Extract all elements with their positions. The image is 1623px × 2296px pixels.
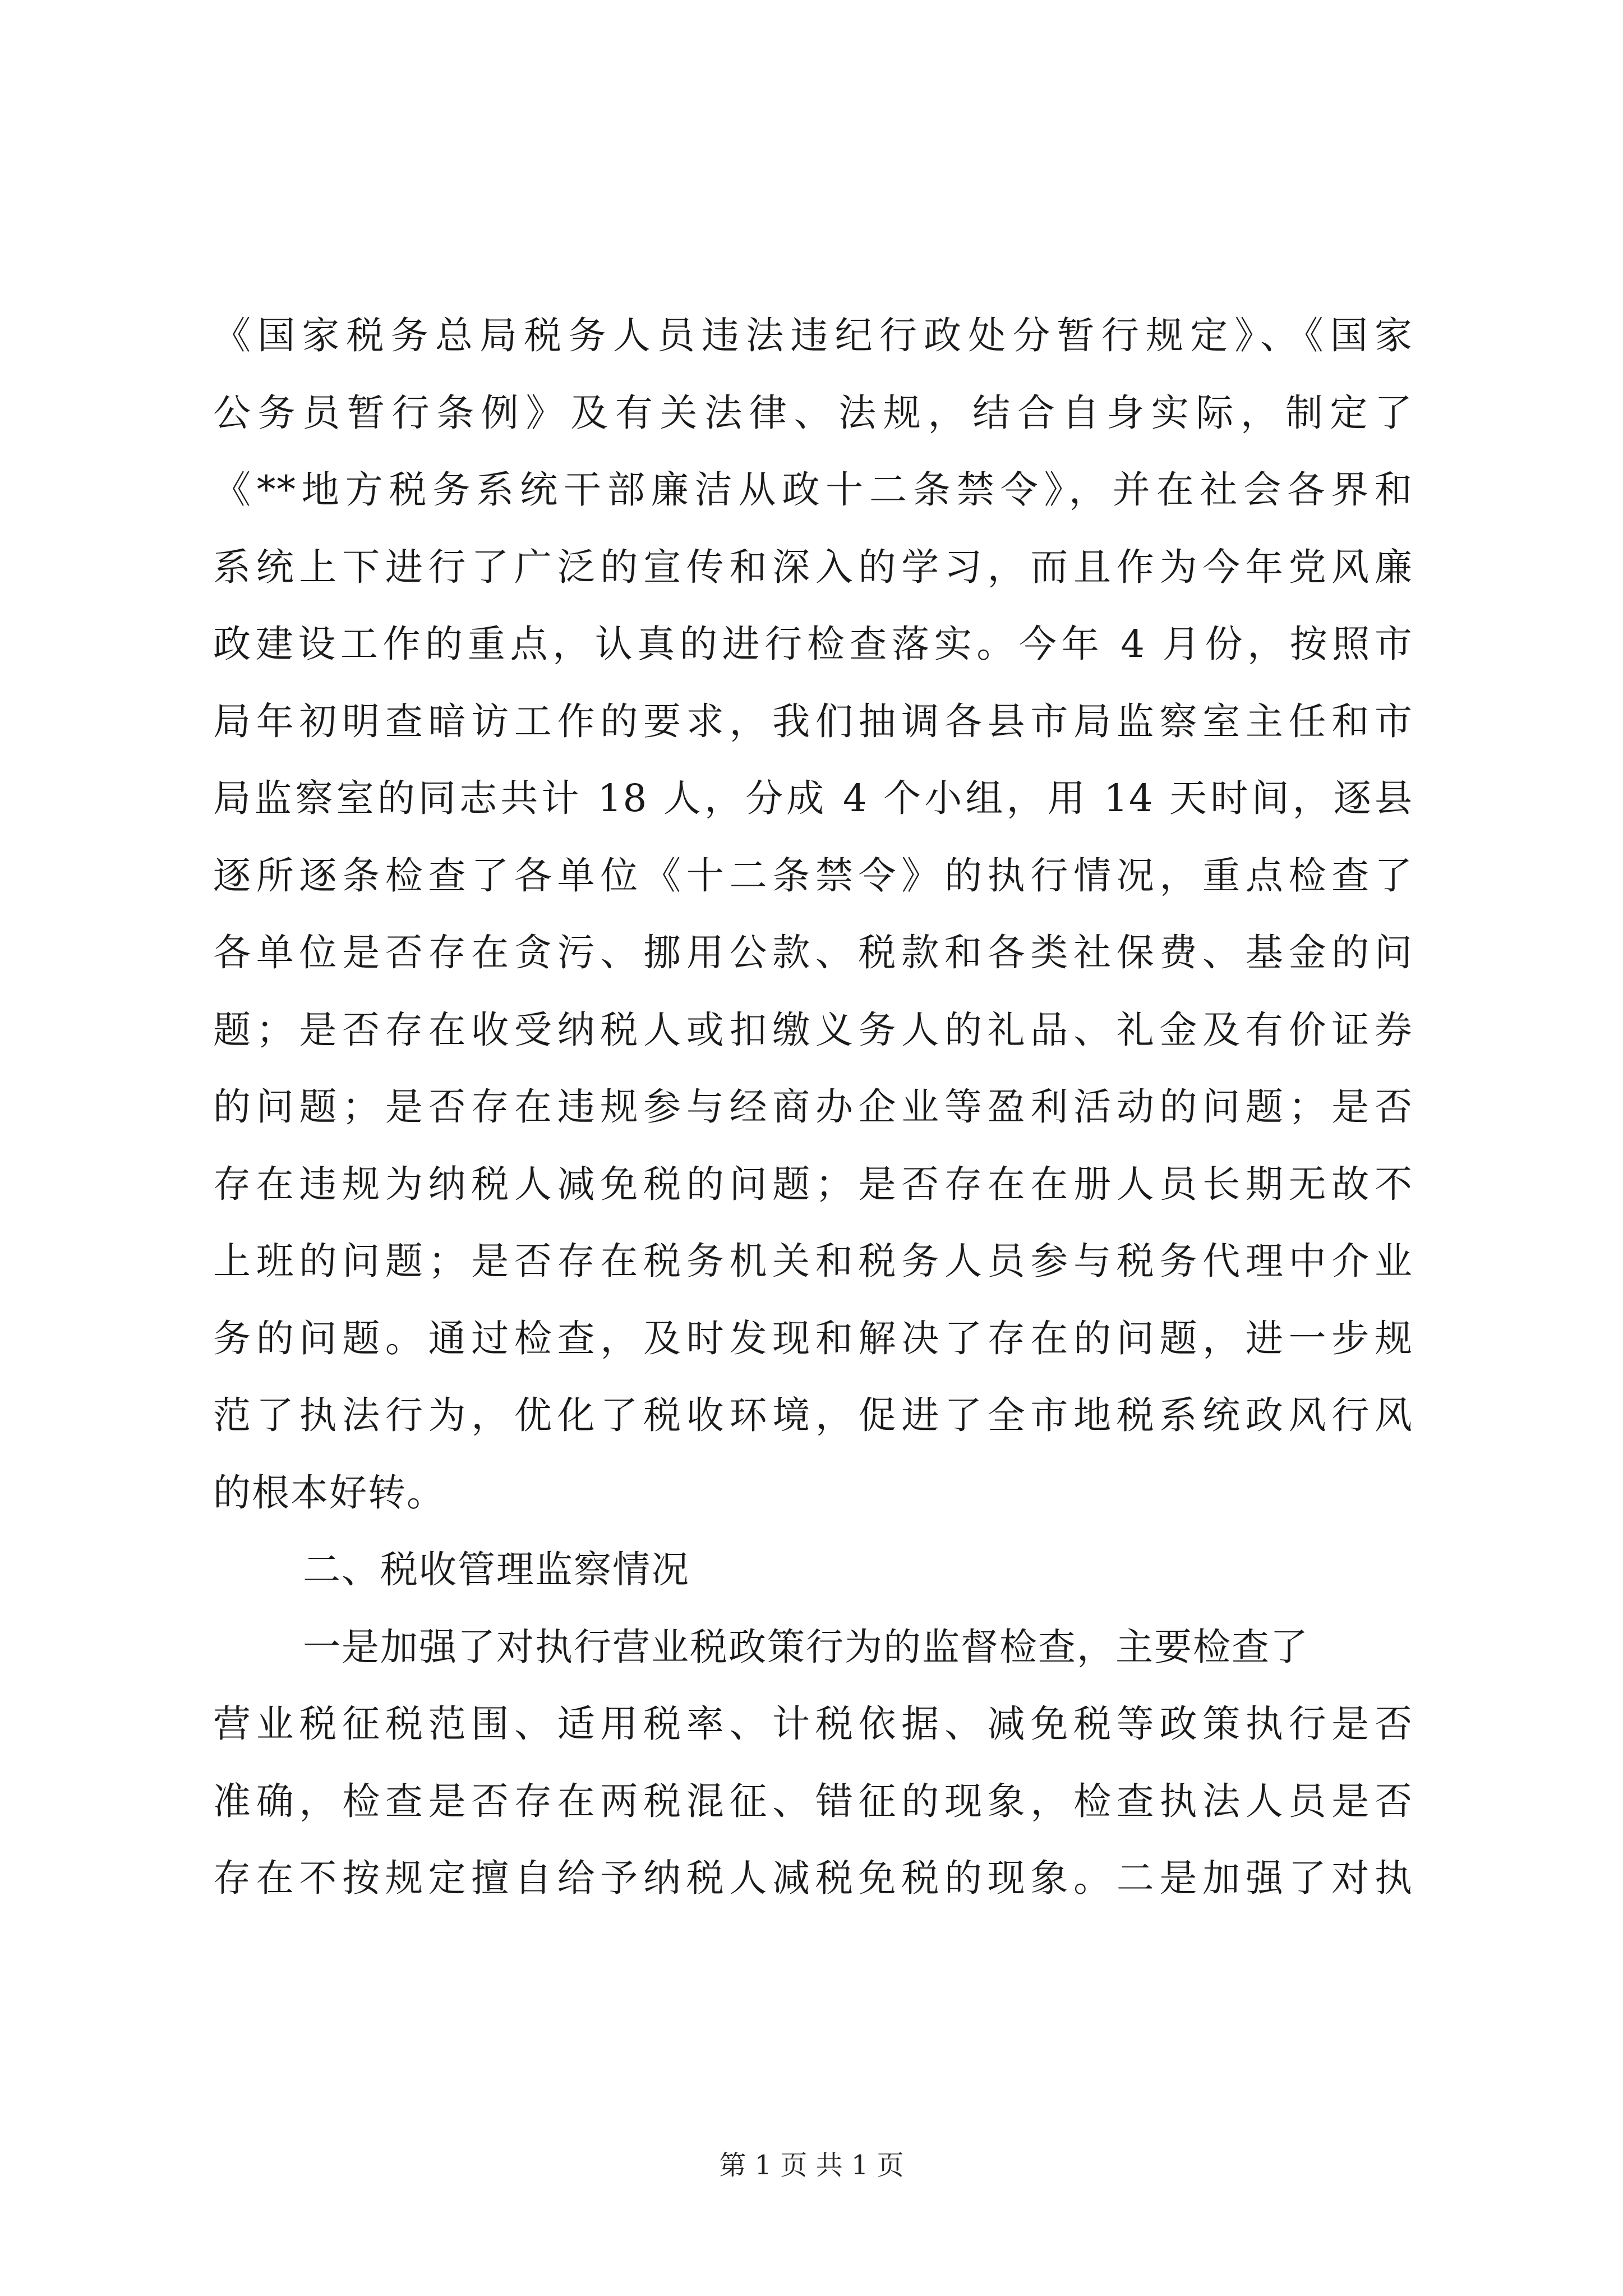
- text-line: 营业税征税范围、适用税率、计税依据、减免税等政策执行是否: [213, 1702, 1413, 1746]
- text-line: 准确，检查是否存在两税混征、错征的现象，检查执法人员是否: [213, 1779, 1413, 1823]
- text-line: 的根本好转。: [213, 1470, 445, 1515]
- text-line: 题；是否存在收受纳税人或扣缴义务人的礼品、礼金及有价证券: [213, 1007, 1413, 1052]
- text-line: 各单位是否存在贪污、挪用公款、税款和各类社保费、基金的问: [213, 931, 1413, 974]
- text-line: 局监察室的同志共计 18 人，分成 4 个小组，用 14 天时间，逐县: [213, 776, 1413, 820]
- text-line: 《**地方税务系统干部廉洁从政十二条禁令》，并在社会各界和: [213, 468, 1413, 512]
- text-line: 《国家税务总局税务人员违法违纪行政处分暂行规定》、《国家: [213, 314, 1413, 357]
- text-line: 公务员暂行条例》及有关法律、法规，结合自身实际，制定了: [213, 390, 1413, 435]
- text-line: 存在违规为纳税人减免税的问题；是否存在在册人员长期无故不: [213, 1162, 1413, 1206]
- text-line: 局年初明查暗访工作的要求，我们抽调各县市局监察室主任和市: [213, 699, 1413, 743]
- section-heading: 二、税收管理监察情况: [303, 1548, 690, 1591]
- text-line: 上班的问题；是否存在税务机关和税务人员参与税务代理中介业: [213, 1239, 1413, 1283]
- document-body: [213, 297, 1413, 1917]
- text-line: 存在不按规定擅自给予纳税人减税免税的现象。二是加强了对执: [213, 1856, 1413, 1900]
- text-line: 政建设工作的重点，认真的进行检查落实。今年 4 月份，按照市: [213, 622, 1413, 666]
- text-line: 逐所逐条检查了各单位《十二条禁令》的执行情况，重点检查了: [213, 853, 1413, 898]
- text-line: 务的问题。通过检查，及时发现和解决了存在的问题，进一步规: [213, 1316, 1413, 1360]
- text-line: 一是加强了对执行营业税政策行为的监督检查，主要检查了: [303, 1625, 1309, 1669]
- page-footer: 第 1 页 共 1 页: [719, 2150, 904, 2181]
- text-line: 的问题；是否存在违规参与经商办企业等盈利活动的问题；是否: [213, 1085, 1413, 1129]
- text-line: 范了执法行为，优化了税收环境，促进了全市地税系统政风行风: [213, 1393, 1413, 1437]
- text-line: 系统上下进行了广泛的宣传和深入的学习，而且作为今年党风廉: [213, 545, 1413, 589]
